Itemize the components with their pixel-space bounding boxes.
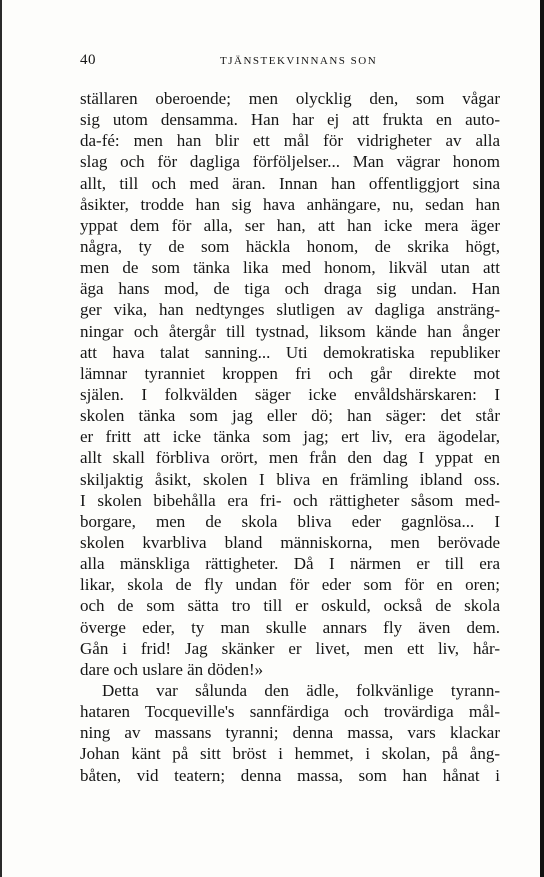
- text-line: Gån i frid! Jag skänker er livet, men ett liv, hår-: [80, 638, 500, 658]
- text-line: ger vika, han nedtynges slutligen av dagliga ansträng-: [80, 300, 500, 320]
- text-line: lämnar tyranniet kroppen fri och går direkte mot: [80, 363, 500, 383]
- text-line: borgare, men de skola bliva eder gagnlösa... I: [80, 511, 500, 531]
- text-line: skolen tänka som jag eller dö; han säger: det står: [80, 406, 500, 426]
- page-right-edge: [540, 0, 544, 877]
- text-line: I skolen bibehålla era fri- och rättigheter såsom med-: [80, 490, 500, 510]
- text-line: da-fé: men han blir ett mål för vidrigheter av alla: [80, 131, 500, 151]
- text-line: yppat dem för alla, ser han, att han icke mera äger: [80, 215, 500, 235]
- text-line: Detta var sålunda den ädle, folkvänlige tyrann-: [102, 680, 500, 700]
- text-line: skiljaktig åsikt, skolen I bliva en främling ibland oss.: [80, 469, 500, 489]
- page-header: [80, 52, 500, 72]
- page-number: 40: [80, 52, 96, 68]
- text-line: några, ty de som häckla honom, de skrika högt,: [80, 236, 500, 256]
- text-line: hataren Tocqueville's sannfärdiga och trovärdiga mål-: [80, 702, 500, 722]
- text-line: er fritt att icke tänka som jag; ert liv, era ägodelar,: [80, 427, 500, 447]
- text-line: att hava talat sanning... Uti demokratiska republiker: [80, 342, 500, 362]
- text-line: Johan känt på sitt bröst i hemmet, i skolan, på ång-: [80, 744, 500, 764]
- text-line: likar, skola de fly undan för eder som för en oren;: [80, 575, 500, 595]
- text-line: allt, till och med äran. Innan han offentliggjort sina: [80, 173, 500, 193]
- page-left-edge: [0, 0, 2, 877]
- text-line: men de som tänka lika med honom, likväl utan att: [80, 258, 500, 278]
- text-line: slag och för dagliga förföljelser... Man vägrar honom: [80, 152, 500, 172]
- text-line: båten, vid teatern; denna massa, som han hånat i: [80, 765, 500, 785]
- text-line: sig utom densamma. Han har ej att frukta en auto-: [80, 110, 500, 130]
- body-text: [80, 88, 500, 786]
- text-line: och de som sätta tro till er oskuld, också de skola: [80, 596, 500, 616]
- text-line: själen. I folkvälden säger icke envåldshärskaren: I: [80, 384, 500, 404]
- text-line: alla mänskliga rättigheter. Då I närmen er till era: [80, 554, 500, 574]
- text-line: åsikter, trodde han sig hava anhängare, nu, sedan han: [80, 194, 500, 214]
- text-line: allt skall förbliva orört, men från den dag I yppat en: [80, 448, 500, 468]
- running-head: TJÄNSTEKVINNANS SON: [220, 55, 378, 67]
- text-line: dare och uslare än döden!»: [80, 659, 264, 679]
- text-line: ställaren oberoende; men olycklig den, som vågar: [80, 89, 500, 108]
- text-line: skolen kvarbliva bland människorna, men berövade: [80, 532, 500, 552]
- text-line: äga hans mod, de tiga och draga sig undan. Han: [80, 279, 500, 299]
- text-line: ningar och återgår till tystnad, liksom kände han ånger: [80, 321, 500, 341]
- text-line: ning av massans tyranni; denna massa, vars klackar: [80, 723, 500, 743]
- text-line: överge eder, ty man skulle annars fly även dem.: [80, 617, 500, 637]
